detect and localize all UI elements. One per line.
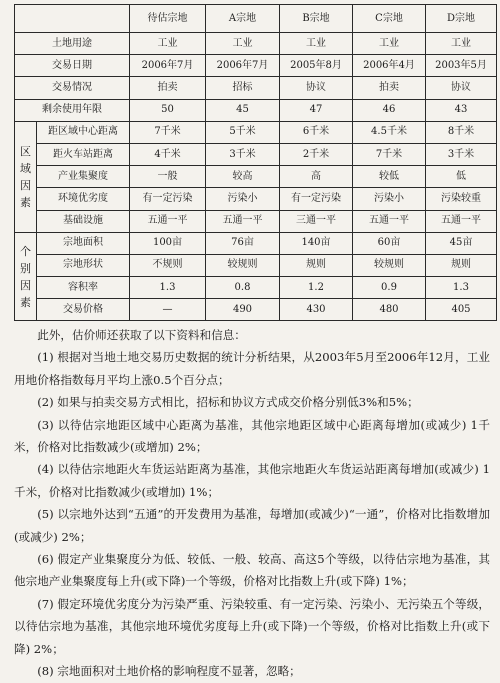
table-cell: 2006年7月 bbox=[130, 55, 206, 77]
table-cell: 0.9 bbox=[353, 277, 426, 299]
table-cell: 76亩 bbox=[206, 232, 280, 254]
table-cell: 较高 bbox=[206, 166, 280, 188]
table-cell: 工业 bbox=[130, 33, 206, 55]
table-cell: 规则 bbox=[426, 254, 497, 276]
numbered-paragraph: (6) 假定产业集聚度分为低、较低、一般、较高、高这5个等级，以待估宗地为基准，其他宗地产业集聚度每上升(或下降)一个等级，价格对比指数上升(或下降) 1%； bbox=[14, 552, 490, 589]
table-cell: 协议 bbox=[280, 77, 353, 99]
table-cell: 480 bbox=[353, 299, 426, 321]
row-label: 宗地面积 bbox=[37, 232, 130, 254]
table-cell: 1.3 bbox=[130, 277, 206, 299]
table-cell: 60亩 bbox=[353, 232, 426, 254]
table-cell: 2006年4月 bbox=[353, 55, 426, 77]
table-cell: 490 bbox=[206, 299, 280, 321]
table-cell: 6千米 bbox=[280, 121, 353, 143]
table-cell: 不规则 bbox=[130, 254, 206, 276]
row-label: 交易情况 bbox=[15, 77, 130, 99]
table-cell: 较规则 bbox=[206, 254, 280, 276]
table-row bbox=[15, 33, 497, 55]
table-row bbox=[15, 143, 497, 165]
table-cell: 5千米 bbox=[206, 121, 280, 143]
table-cell: 拍卖 bbox=[353, 77, 426, 99]
table-cell: 三通一平 bbox=[280, 210, 353, 232]
column-header: D宗地 bbox=[426, 5, 497, 33]
table-cell: 拍卖 bbox=[130, 77, 206, 99]
numbered-paragraph: (1) 根据对当地土地交易历史数据的统计分析结果，从2003年5月至2006年12月，工业用地价格指数每月平均上涨0.5个百分点； bbox=[14, 350, 490, 387]
table-cell: 工业 bbox=[206, 33, 280, 55]
table-row bbox=[15, 299, 497, 321]
intro-paragraph: 此外，估价师还获取了以下资料和信息： bbox=[37, 328, 246, 342]
table-cell: 1.2 bbox=[280, 277, 353, 299]
header-corner bbox=[15, 5, 130, 33]
numbered-paragraph: (8) 宗地面积对土地价格的影响程度不显著，忽略； bbox=[37, 664, 301, 679]
table-cell: 工业 bbox=[280, 33, 353, 55]
numbered-paragraph: (5) 以宗地外达到“五通”的开发费用为基准，每增加(或减少)“一通”，价格对比指数增加(或减少) 2%； bbox=[14, 507, 490, 544]
numbered-paragraph: (3) 以待估宗地距区域中心距离为基准，其他宗地距区域中心距离每增加(或减少) 1千米，价格对比指数减少(或增加) 2%； bbox=[14, 417, 490, 455]
table-cell: 2006年7月 bbox=[206, 55, 280, 77]
table-cell: 五通一平 bbox=[426, 210, 497, 232]
table-row bbox=[15, 232, 497, 254]
table-cell: 430 bbox=[280, 299, 353, 321]
table-row bbox=[15, 55, 497, 77]
table-cell: 45 bbox=[206, 99, 280, 121]
table-cell: 3千米 bbox=[426, 143, 497, 165]
table-cell: 3千米 bbox=[206, 143, 280, 165]
table-cell: 4千米 bbox=[130, 143, 206, 165]
table-cell: 高 bbox=[280, 166, 353, 188]
table-cell: 五通一平 bbox=[130, 210, 206, 232]
table-row bbox=[15, 188, 497, 210]
row-label: 交易价格 bbox=[37, 299, 130, 321]
column-header: B宗地 bbox=[280, 5, 353, 33]
table-cell: 43 bbox=[426, 99, 497, 121]
table-cell: 1.3 bbox=[426, 277, 497, 299]
table-cell: 100亩 bbox=[130, 232, 206, 254]
table-cell: 工业 bbox=[426, 33, 497, 55]
table-cell: 招标 bbox=[206, 77, 280, 99]
table-row bbox=[15, 99, 497, 121]
table-cell: — bbox=[130, 299, 206, 321]
row-label: 土地用途 bbox=[15, 33, 130, 55]
table-cell: 405 bbox=[426, 299, 497, 321]
table-cell: 47 bbox=[280, 99, 353, 121]
numbered-paragraph: (4) 以待估宗地距火车货运站距离为基准，其他宗地距火车货运站距离每增加(或减少) 1千米，价格对比指数减少(或增加) 1%； bbox=[14, 462, 490, 499]
row-label: 剩余使用年限 bbox=[15, 99, 130, 121]
column-header: A宗地 bbox=[206, 5, 280, 33]
table-cell: 2003年5月 bbox=[426, 55, 497, 77]
table-cell: 低 bbox=[426, 166, 497, 188]
table-cell: 有一定污染 bbox=[280, 188, 353, 210]
table-header-row bbox=[15, 5, 497, 33]
table-cell: 有一定污染 bbox=[130, 188, 206, 210]
row-label: 环境优劣度 bbox=[37, 188, 130, 210]
table-cell: 140亩 bbox=[280, 232, 353, 254]
table-cell: 工业 bbox=[353, 33, 426, 55]
group-label: 区域因素 bbox=[15, 121, 37, 232]
row-label: 宗地形状 bbox=[37, 254, 130, 276]
table-cell: 50 bbox=[130, 99, 206, 121]
table-cell: 一般 bbox=[130, 166, 206, 188]
row-label: 产业集聚度 bbox=[37, 166, 130, 188]
table-cell: 2005年8月 bbox=[280, 55, 353, 77]
group-label: 个别因素 bbox=[15, 232, 37, 321]
table-row bbox=[15, 210, 497, 232]
table-cell: 污染小 bbox=[206, 188, 280, 210]
column-header: C宗地 bbox=[353, 5, 426, 33]
table-row bbox=[15, 277, 497, 299]
table-cell: 污染小 bbox=[353, 188, 426, 210]
table-cell: 较规则 bbox=[353, 254, 426, 276]
table-cell: 2千米 bbox=[280, 143, 353, 165]
table-cell: 7千米 bbox=[130, 121, 206, 143]
table-cell: 污染较重 bbox=[426, 188, 497, 210]
body-text bbox=[14, 324, 490, 683]
row-label: 容积率 bbox=[37, 277, 130, 299]
table-cell: 协议 bbox=[426, 77, 497, 99]
column-header: 待估宗地 bbox=[130, 5, 206, 33]
table-cell: 7千米 bbox=[353, 143, 426, 165]
table-cell: 8千米 bbox=[426, 121, 497, 143]
table-cell: 五通一平 bbox=[353, 210, 426, 232]
table-row bbox=[15, 77, 497, 99]
table-cell: 4.5千米 bbox=[353, 121, 426, 143]
table-cell: 规则 bbox=[280, 254, 353, 276]
table-cell: 五通一平 bbox=[206, 210, 280, 232]
comparison-table bbox=[14, 4, 497, 321]
table-cell: 46 bbox=[353, 99, 426, 121]
row-label: 距区域中心距离 bbox=[37, 121, 130, 143]
row-label: 交易日期 bbox=[15, 55, 130, 77]
row-label: 距火车站距离 bbox=[37, 143, 130, 165]
numbered-paragraph: (7) 假定环境优劣度分为污染严重、污染较重、有一定污染、污染小、无污染五个等级，以待估宗地为基准，其他宗地环境优劣度每上升(或下降)一个等级，价格对比指数上升(或下降) 2%； bbox=[14, 596, 490, 656]
table-row bbox=[15, 166, 497, 188]
table-row bbox=[15, 254, 497, 276]
table-cell: 0.8 bbox=[206, 277, 280, 299]
table-cell: 45亩 bbox=[426, 232, 497, 254]
numbered-paragraph: (2) 如果与拍卖交易方式相比，招标和协议方式成交价格分别低3%和5%； bbox=[37, 395, 419, 410]
table-cell: 较低 bbox=[353, 166, 426, 188]
row-label: 基础设施 bbox=[37, 210, 130, 232]
table-row bbox=[15, 121, 497, 143]
